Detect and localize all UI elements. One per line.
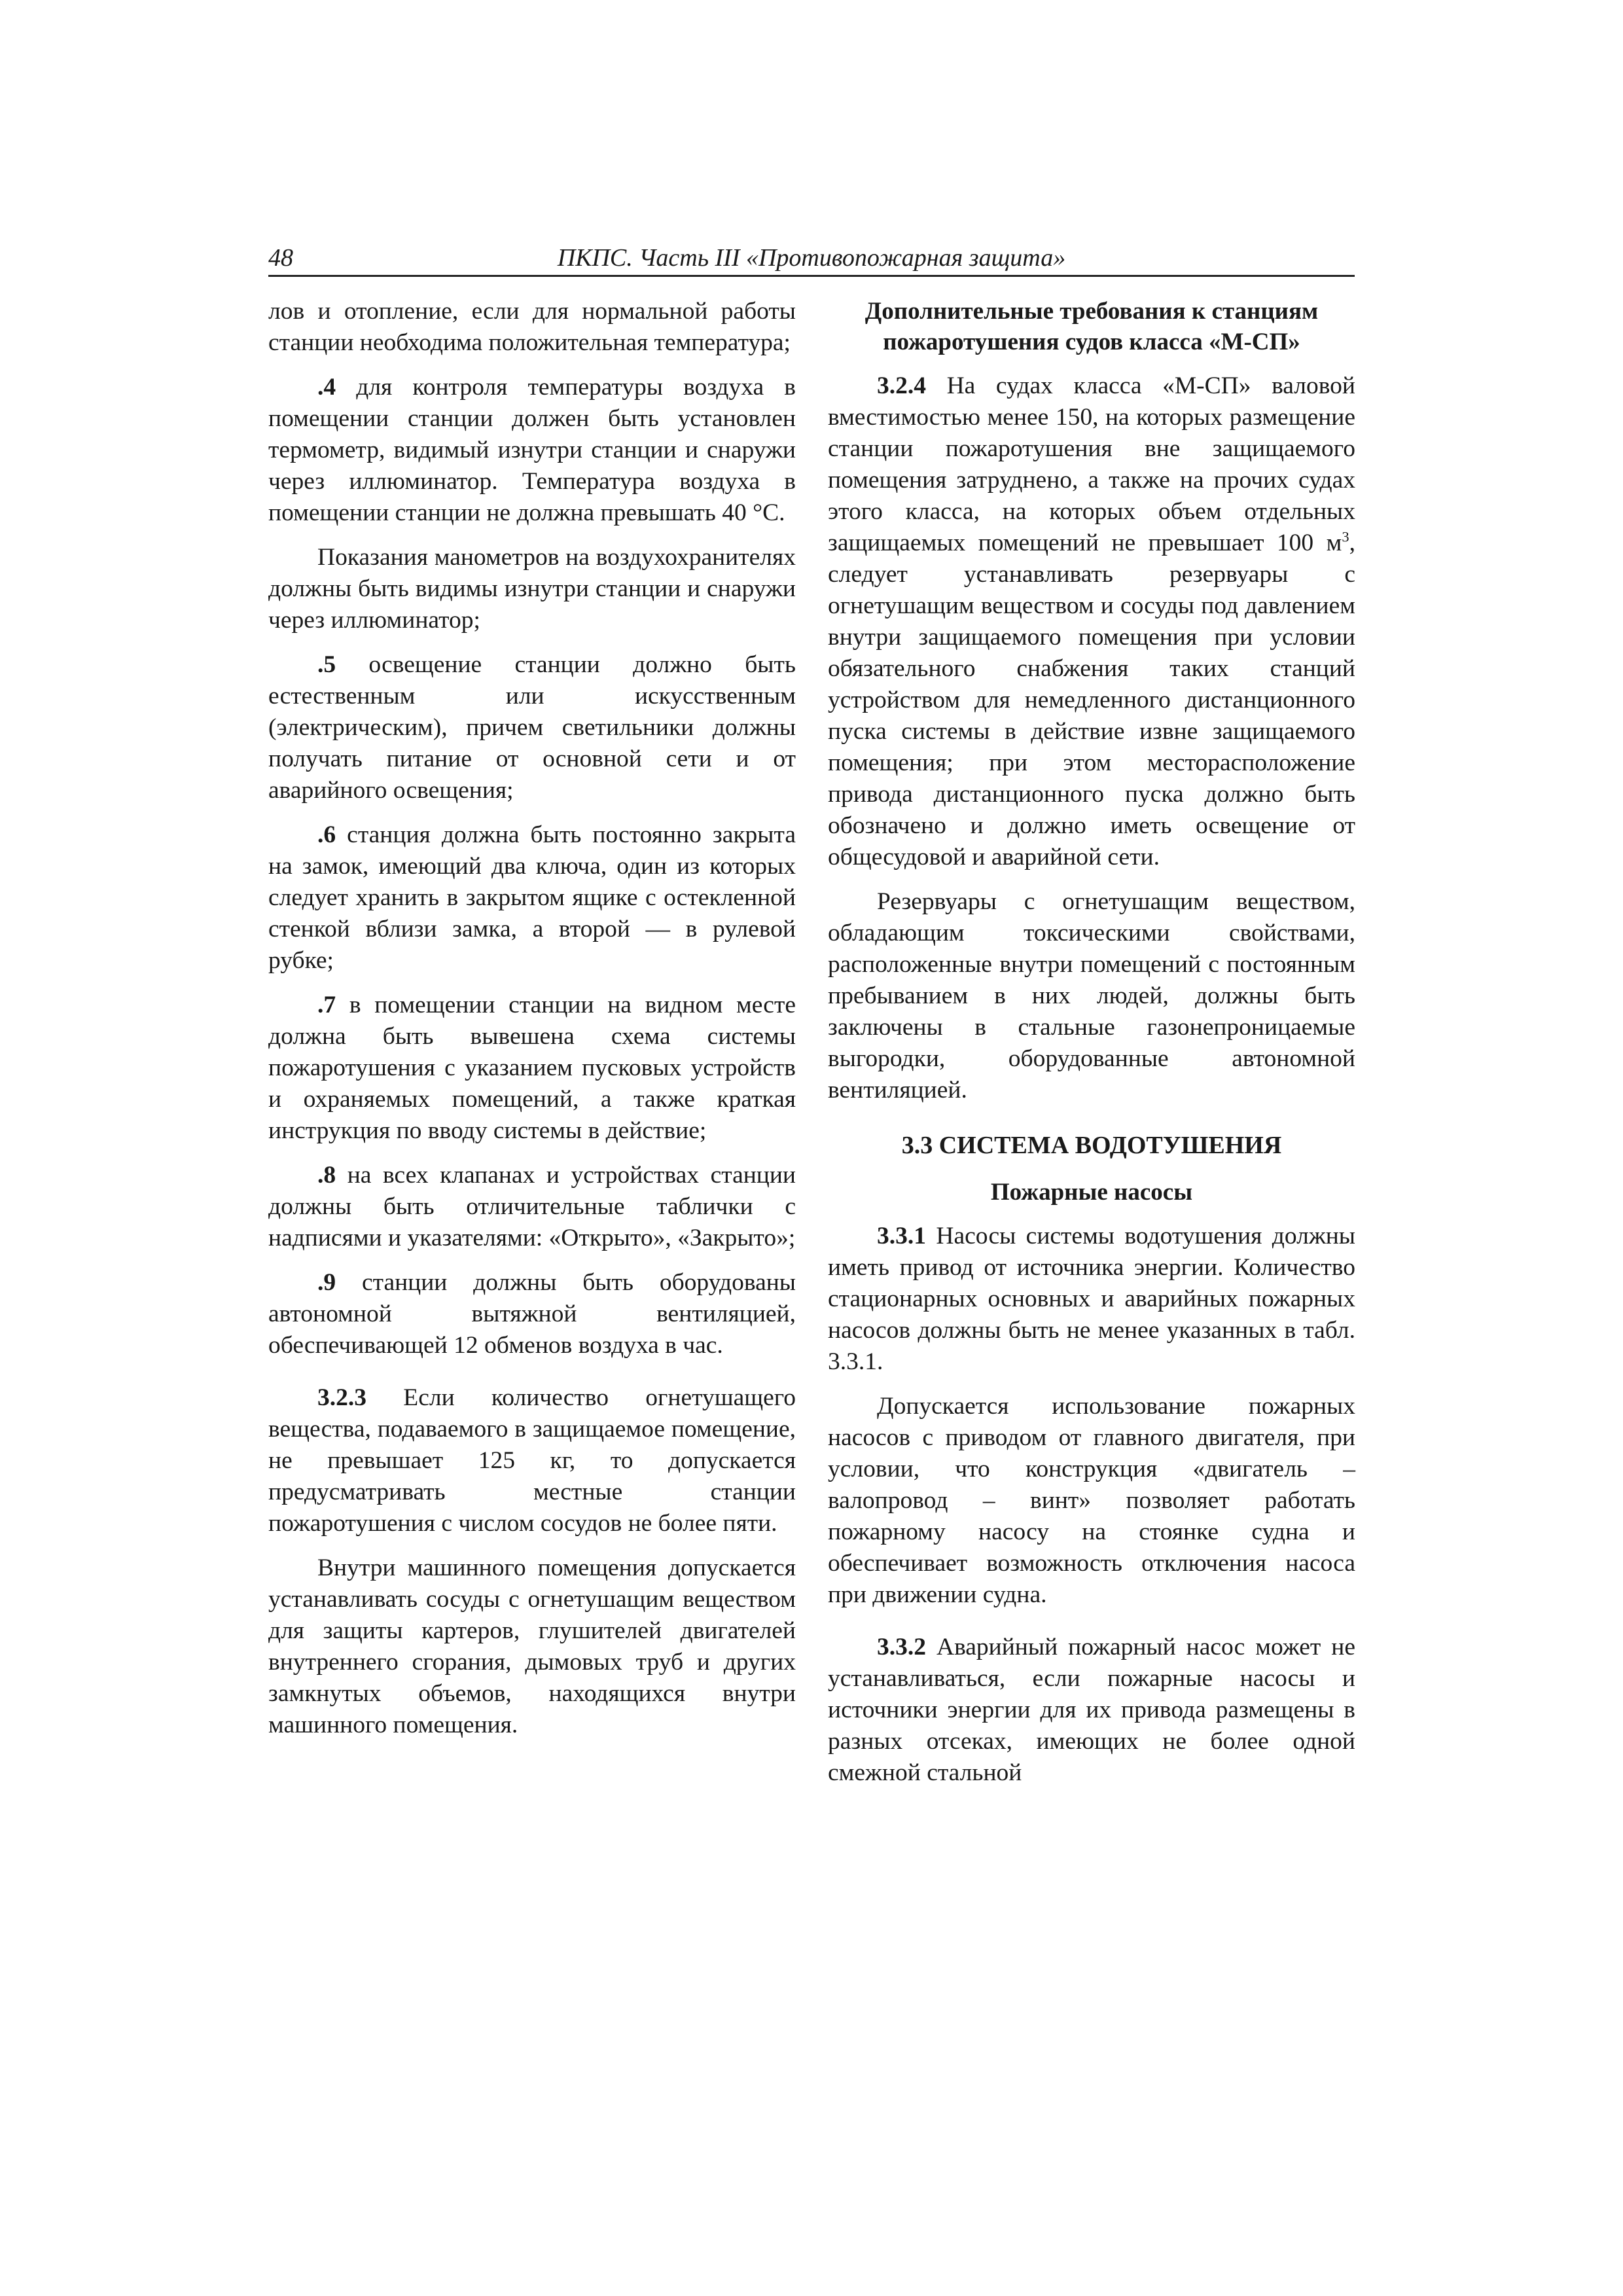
paragraph-manometers: Показания манометров на воздухохранителях должны быть видимы изнутри станции и снаружи через иллюминатор; [268, 544, 796, 634]
clause-text: на всех клапанах и устройствах станции должны быть отличительные таблички с надписями и указателями: «Открыто», «Закрыто»; [268, 1162, 796, 1251]
clause-number: 3.2.4 [877, 372, 926, 399]
clause-3-2-3 [268, 1382, 796, 1539]
page-number: 48 [268, 244, 293, 272]
clause-text: для контроля температуры воздуха в помещении станции должен быть установлен термометр, видимый изнутри станции и снаружи через иллюминатор. Температура воздуха в помещении станции не должна превышать 40 °С. [268, 374, 796, 526]
left-column [268, 296, 796, 1754]
superscript-3: 3 [1342, 528, 1349, 545]
clause-text: Если количество огнетушащего вещества, подаваемого в защищаемое помещение, не превышает 125 кг, то допускается предусматривать местные станции пожаротушения с числом сосудов не более пяти. [268, 1384, 796, 1537]
clause-text: На судах класса «М-СП» валовой вместимостью менее 150, на которых размещение станции пожаротушения вне защищаемого помещения затруднено, а также на прочих судах этого класса, на которых объем отдельных защищаемых помещений не превышает 100 м [828, 372, 1355, 556]
header-title: ПКПС. Часть III «Противопожарная защита» [557, 244, 1066, 272]
clause-3-3-1 [828, 1221, 1355, 1378]
clause-number: .6 [317, 821, 336, 848]
paragraph-tanks: Резервуары с огнетушащим веществом, обладающим токсическими свойствами, расположенные внутри помещений с постоянным пребыванием в них людей, должны быть заключены в стальные газонепроницаемые выгородки, оборудованные автономной вентиляцией. [828, 888, 1355, 1103]
clause-9 [268, 1267, 796, 1361]
clause-text-continued: , следует устанавливать резервуары с огнетушащим веществом и сосуды под давлением внутри защищаемого помещения при условии обязательного снабжения таких станций устройством для немедленного дистанционного пуска системы в действие извне защищаемого помещения; при этом месторасположение привода дистанционного пуска должно быть обозначено и должно иметь освещение от общесудовой и аварийной сети. [828, 529, 1355, 870]
clause-5 [268, 649, 796, 806]
clause-6 [268, 819, 796, 977]
clause-text: Насосы системы водотушения должны иметь привод от источника энергии. Количество стационарных основных и аварийных пожарных насосов должны быть не менее указанных в табл. 3.3.1. [828, 1223, 1355, 1375]
clause-text: станция должна быть постоянно закрыта на замок, имеющий два ключа, один из которых следует хранить в закрытом ящике с остекленной стенкой вблизи замка, а второй — в рулевой рубке; [268, 821, 796, 974]
clause-3-3-2 [828, 1632, 1355, 1789]
section-subheading: Пожарные насосы [990, 1179, 1193, 1206]
clause-number: .4 [317, 374, 336, 401]
running-header [268, 241, 1355, 277]
subsection-heading: Дополнительные требования к станциям пожаротушения судов класса «М-СП» [865, 298, 1319, 355]
clause-text: освещение станции должно быть естественным или искусственным (электрическим), причем светильники должны получать питание от основной сети и от аварийного освещения; [268, 651, 796, 804]
clause-number: .9 [317, 1269, 336, 1296]
clause-number: 3.3.1 [877, 1223, 926, 1249]
clause-number: .7 [317, 992, 336, 1018]
clause-text: Аварийный пожарный насос может не устанавливаться, если пожарные насосы и источники энергии для их привода размещены в разных отсеках, имеющих не более одной смежной стальной [828, 1634, 1355, 1786]
clause-number: 3.2.3 [317, 1384, 366, 1411]
clause-7 [268, 990, 796, 1147]
clause-number: .8 [317, 1162, 336, 1189]
paragraph-pumps: Допускается использование пожарных насосов с приводом от главного двигателя, при условии, что конструкция «двигатель – валопровод – винт» позволяет работать пожарному насосу на стоянке судна и обеспечивает возможность отключения насоса при движении судна. [828, 1393, 1355, 1608]
right-column [828, 296, 1355, 1802]
section-title: 3.3 СИСТЕМА ВОДОТУШЕНИЯ [901, 1132, 1282, 1159]
clause-3-2-4 [828, 370, 1355, 873]
clause-4 [268, 372, 796, 529]
paragraph-engine-room: Внутри машинного помещения допускается устанавливать сосуды с огнетушащим веществом для защиты картеров, глушителей двигателей внутреннего сгорания, дымовых труб и других замкнутых объемов, находящихся внутри машинного помещения. [268, 1554, 796, 1738]
clause-text: станции должны быть оборудованы автономной вытяжной вентиляцией, обеспечивающей 12 обменов воздуха в час. [268, 1269, 796, 1359]
clause-number: 3.3.2 [877, 1634, 926, 1660]
clause-number: .5 [317, 651, 336, 678]
paragraph-continuation: лов и отопление, если для нормальной работы станции необходима положительная температура; [268, 298, 796, 356]
clause-text: в помещении станции на видном месте должна быть вывешена схема системы пожаротушения с указанием пусковых устройств и охраняемых помещений, а также краткая инструкция по вводу системы в действие; [268, 992, 796, 1144]
clause-8 [268, 1160, 796, 1254]
